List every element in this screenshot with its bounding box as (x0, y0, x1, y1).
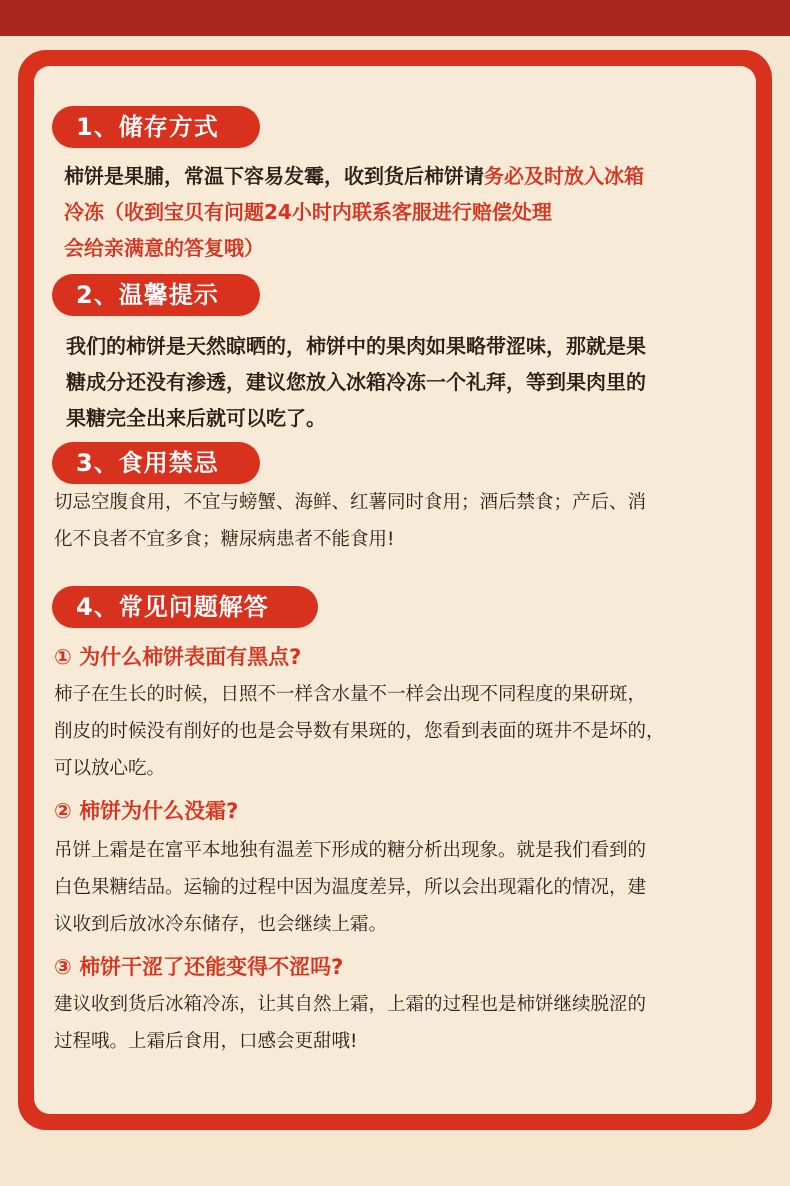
faq-question-3: ③ 柿饼干涩了还能变得不涩吗? (54, 955, 344, 979)
storage-text (64, 158, 744, 266)
tips-line: 果糖完全出来后就可以吃了。 (66, 406, 326, 430)
faq-answer-line: 削皮的时候没有削好的也是会导数有果斑的，您看到表面的斑井不是坏的， (54, 721, 665, 742)
faq-question-2: ② 柿饼为什么没霜? (54, 799, 239, 823)
faq-answer-line: 过程哦。上霜后食用，口感会更甜哦! (54, 1031, 358, 1052)
faq-answer-line: 建议收到货后冰箱冷冻，让其自然上霜，上霜的过程也是柿饼继续脱涩的 (54, 994, 647, 1015)
tips-line: 糖成分还没有渗透，建议您放入冰箱冷冻一个礼拜，等到果肉里的 (66, 370, 646, 394)
faq-answer-3 (54, 986, 744, 1060)
section-title-storage: 1、储存方式 (52, 106, 260, 148)
faq-answer-line: 可以放心吃。 (54, 758, 166, 779)
taboos-text (54, 484, 744, 558)
taboos-line: 切忌空腹食用，不宜与螃蟹、海鲜、红薯同时食用；酒后禁食；产后、消 (54, 492, 647, 513)
faq-answer-line: 议收到后放冰冷东储存，也会继续上霜。 (54, 914, 388, 935)
faq-answer-2 (54, 832, 744, 943)
storage-text-highlight-1: 务必及时放入冰箱 (484, 164, 644, 188)
section-title-taboos: 3、食用禁忌 (52, 442, 260, 484)
faq-answer-line: 柿子在生长的时候，日照不一样含水量不一样会出现不同程度的果研斑， (54, 684, 647, 705)
faq-question-1: ① 为什么柿饼表面有黑点? (54, 645, 302, 669)
storage-text-highlight-3: 会给亲满意的答复哦） (64, 236, 264, 260)
faq-answer-1 (54, 676, 744, 787)
section-title-tips: 2、温馨提示 (52, 274, 260, 316)
storage-text-highlight-2: 冷冻（收到宝贝有问题24小时内联系客服进行赔偿处理 (64, 200, 552, 224)
faq-answer-line: 吊饼上霜是在富平本地独有温差下形成的糖分析出现象。就是我们看到的 (54, 840, 647, 861)
taboos-line: 化不良者不宜多食；糖尿病患者不能食用! (54, 529, 395, 550)
tips-line: 我们的柿饼是天然晾晒的，柿饼中的果肉如果略带涩味，那就是果 (66, 334, 646, 358)
storage-text-normal: 柿饼是果脯，常温下容易发霉，收到货后柿饼请 (64, 164, 484, 188)
faq-answer-line: 白色果糖结品。运输的过程中因为温度差异，所以会出现霜化的情况，建 (54, 877, 647, 898)
tips-text (66, 328, 746, 436)
section-title-faq: 4、常见问题解答 (52, 586, 318, 628)
